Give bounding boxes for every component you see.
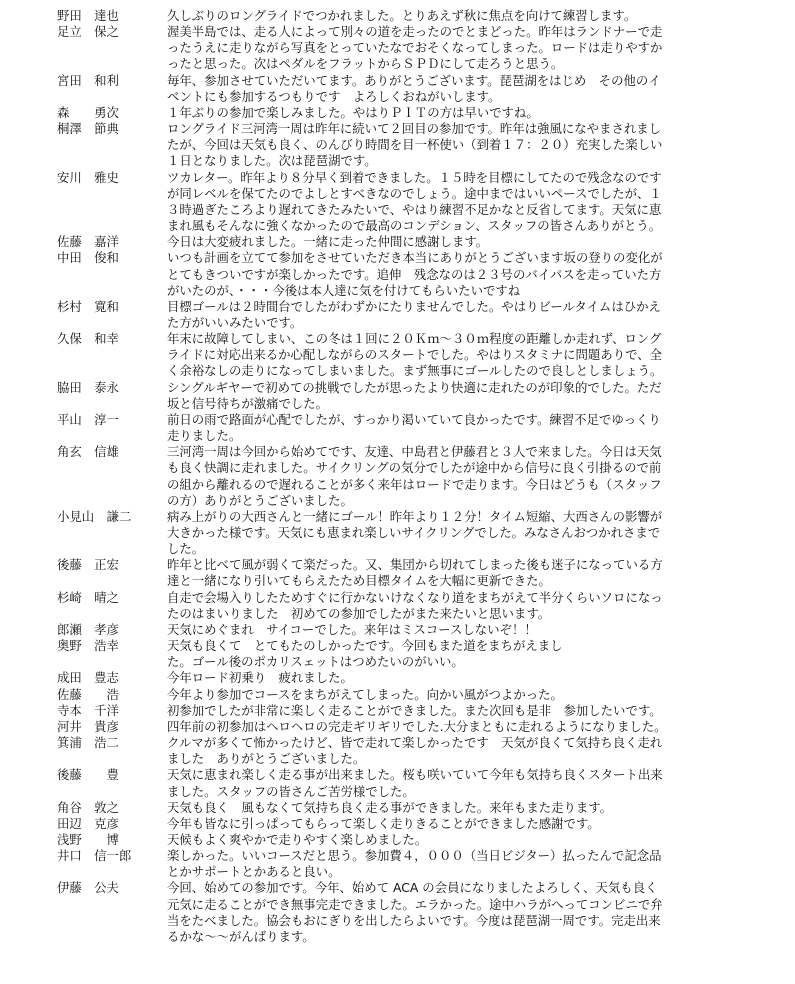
participant-name: 小見山 謙二 (57, 508, 132, 524)
comment-entry (57, 170, 775, 235)
participant-comment: シングルギヤーで初めての挑戦でしたが思ったより快適に走れたのが印象的でした。ただ 坂と信号待ちが激痛でした。 (167, 379, 662, 411)
comment-entry (57, 719, 775, 735)
comment-entry (57, 380, 775, 412)
participant-name: 脇田 泰永 (57, 379, 119, 395)
participant-name: 佐藤 嘉洋 (57, 234, 119, 250)
comment-entry (57, 638, 775, 670)
comment-entry (57, 250, 775, 298)
participant-comment: 渥美半島では、走る人によって別々の道を走ったのでとまどった。昨年はランドナーで走 ったうえに走りながら写真をとっていたなでおそくなってしまった。ロードは走りやすか ったと思った。次はペダルをフラットからＳＰＤにして走ろうと思う。 (167, 24, 663, 72)
comment-entry (57, 800, 775, 816)
participant-name: 野田 達也 (57, 8, 119, 23)
comment-entry (57, 703, 775, 719)
participant-name: 安川 雅史 (57, 169, 119, 185)
comment-entry (57, 816, 775, 832)
participant-name: 宮田 和利 (57, 72, 119, 88)
participant-name: 角谷 敦之 (57, 799, 119, 815)
participant-name: 郎瀬 孝彦 (57, 621, 119, 637)
participant-comment: 天候もよく爽やかで走りやすく楽しめました。 (167, 831, 428, 847)
comment-entry (57, 622, 775, 638)
participant-comment: 毎年、参加させていただいてます。ありがとうございます。琵琶湖をはじめ その他のイ ベントにも参加するつもりです よろしくおねがいします。 (167, 72, 661, 104)
participant-comment: 今年ロード初乗り 疲れました。 (167, 670, 353, 686)
comment-entry (57, 767, 775, 799)
participant-comment: いつも計画を立てて参加をさせていただき本当にありがとうございます坂の登りの変化が とてもきついですが楽しかったです。追伸 残念なのは２３号のバイパスを走っていた方 がいたのが、・・・今後は本人達に気を付けてもらいたいですね (167, 250, 663, 298)
participant-comment: 初参加でしたが非常に楽しく走ることができました。また次回も是非 参加したいです。 (167, 702, 662, 718)
comment-entry (57, 234, 775, 250)
participant-comment: 自走で会場入りしたためすぐに行かないけなくなり道をまちがえて半分くらいソロになっ たのはまいりました 初めての参加でしたがまた来たいと思います。 (167, 589, 663, 621)
participant-name: 後藤 豊 (57, 767, 119, 783)
comment-entry (57, 105, 775, 121)
participant-name: 井口 信一郎 (57, 848, 132, 864)
comment-entry (57, 8, 775, 24)
participant-name: 成田 豊志 (57, 670, 119, 686)
participant-name: 杉崎 晴之 (57, 589, 119, 605)
participant-comment: 天気も良く 風もなくて気持ち良く走る事ができました。来年もまた走ります。 (167, 799, 613, 815)
participant-name: 佐藤 浩 (57, 686, 119, 702)
participant-comment: 天気に恵まれ楽しく走る事が出来ました。桜も咲いていて今年も気持ち良くスタート出来 ました。スタッフの皆さんご苦労様でした。 (167, 767, 663, 799)
participant-comment: 目標ゴールは２時間台でしたがわずかにたりませんでした。やはりビールタイムはひかえ た方がいいみたいです。 (167, 298, 661, 330)
participant-comment: １年ぶりの参加で楽しみました。やはりＰＩＴの方は早いですね。 (167, 104, 539, 120)
participant-comment: 四年前の初参加はヘロヘロの完走ギリギリでした.大分まともに走れるようになりました。 (167, 718, 667, 734)
participant-comment: クルマが多くて怖かったけど、皆で走れて楽しかったです 天気が良くて気持ち良く走れ ました ありがとうございました。 (167, 735, 663, 767)
participant-name: 浅野 博 (57, 831, 119, 847)
comment-entry (57, 590, 775, 622)
comment-entry (57, 24, 775, 72)
comment-entry (57, 121, 775, 169)
participant-name: 角玄 信雄 (57, 444, 119, 460)
comment-entry (57, 670, 775, 686)
participant-comment: 年末に故障してしまい、この冬は１回に２０Ｋｍ～３０ｍ程度の距離しか走れず、ロング ライドに対応出来るか心配しながらのスタートでした。やはりスタミナに問題ありで、全 く余裕なしの走りになってしまいました。まず無事にゴールしたので良しとしましょう。 (167, 331, 663, 379)
comment-entry (57, 557, 775, 589)
comment-entry (57, 880, 775, 945)
participant-comment: 病み上がりの大西さんと一緒にゴール！昨年より１２分！タイム短縮、大西さんの影響が 大きかった様です。天気にも恵まれ楽しいサイクリングでした。みなさんおつかれさまで した。 (167, 508, 663, 557)
participant-name: 久保 和幸 (57, 331, 119, 347)
participant-comment: 久しぶりのロングライドでつかれました。とりあえず秋に焦点を向けて練習します。 (167, 8, 637, 23)
participant-name: 田辺 克彦 (57, 815, 119, 831)
participant-comment: ロングライド三河湾一周は昨年に続いて２回目の参加です。昨年は強風になやまされまし たが、今回は天気も良く、のんびり時間を目一杯使い（到着１７：２０）充実した楽しい １日となりました。次は琵琶湖です。 (167, 121, 663, 169)
participant-name: 平山 淳一 (57, 411, 119, 427)
participant-comment: 楽しかった。いいコースだと思う。参加費４，０００（当日ビジター）払ったんで記念品 とかサポートとかあると良い。 (167, 848, 662, 880)
participant-comment: 前日の雨で路面が心配でしたが、すっかり渇いていて良かったです。練習不足でゆっくり 走りました。 (167, 411, 661, 444)
participant-comment: 天気にめぐまれ サイコーでした。来年はミスコースしないぞ！！ (167, 621, 537, 637)
participant-comment: 三河湾一周は今回から始めてです、友達、中島君と伊藤君と３人で来ました。今日は天気 も良く快調に走れました。サイクリングの気分でしたが途中から信号に良く引掛るので前 の組から離れるので遅れることが多く来年はロードで走ります。今日はどうも（スタッフ の方）ありがとうございました。 (167, 444, 662, 508)
participant-name: 寺本 千洋 (57, 702, 119, 718)
participant-name: 河井 貴彦 (57, 718, 119, 734)
comment-entry (57, 848, 775, 880)
comment-entry (57, 331, 775, 379)
participant-name: 伊藤 公夫 (57, 880, 119, 896)
comment-entry (57, 412, 775, 444)
comment-entry (57, 299, 775, 331)
comment-entry (57, 735, 775, 767)
comment-entry (57, 444, 775, 509)
comment-entry (57, 832, 775, 848)
participant-comment: 今回、始めての参加です。今年、始めて ACA の会員になりましたよろしく、天気も良く 元気に走ることができ無事完走できました。エラかった。途中ハラがへってコンビニで弁 当をたべました。協会もおにぎりを出したらよいです。今度は琵琶湖一周です。完走出来 るかな～～がんばります。 (167, 880, 663, 944)
comment-entry (57, 687, 775, 703)
participant-name: 箕浦 浩二 (57, 735, 119, 751)
participant-name: 森 勇次 (57, 104, 119, 120)
comment-entry (57, 73, 775, 105)
comment-entry (57, 509, 775, 557)
participant-name: 奥野 浩幸 (57, 638, 119, 654)
participant-name: 足立 保之 (57, 24, 119, 40)
participant-comment: 昨年と比べて風が弱くて楽だった。又、集団から切れてしまった後も迷子になっている方 達と一緒になり引いてもらえたため目標タイムを大幅に更新できた。 (167, 557, 663, 589)
participant-name: 中田 俊和 (57, 250, 119, 266)
participant-comment: 今日は大変疲れました。一緒に走った仲間に感謝します。 (167, 234, 489, 250)
participant-name: 桐澤 節典 (57, 121, 119, 137)
participant-name: 後藤 正宏 (57, 557, 119, 573)
participant-comment: 今年も皆なに引っぱってもらって楽しく走りきることができました感謝です。 (167, 815, 600, 831)
participant-comment: ツカレター。昨年より８分早く到着できました。１５時を目標にしてたので残念なのです が同レベルを保てたのでよしとすべきなのでしょう。途中まではいいペースでしたが、１ ３時過ぎたころより遅れてきたみたいで、やはり練習不足かなと反省してます。天気に恵 まれ風もそんなに強くなかったので最高のコンデション、スタッフの皆さんありがとう。 (167, 169, 662, 234)
participant-comment: 今年より参加でコースをまちがえてしまった。向かい風がつよかった。 (167, 686, 563, 702)
participant-comment: 天気も良くて とてもたのしかったです。今回もまた道をまちがえまし た。ゴール後のポカリスェットはつめたいのがいい。 (167, 638, 563, 670)
participant-name: 杉村 寛和 (57, 298, 119, 314)
